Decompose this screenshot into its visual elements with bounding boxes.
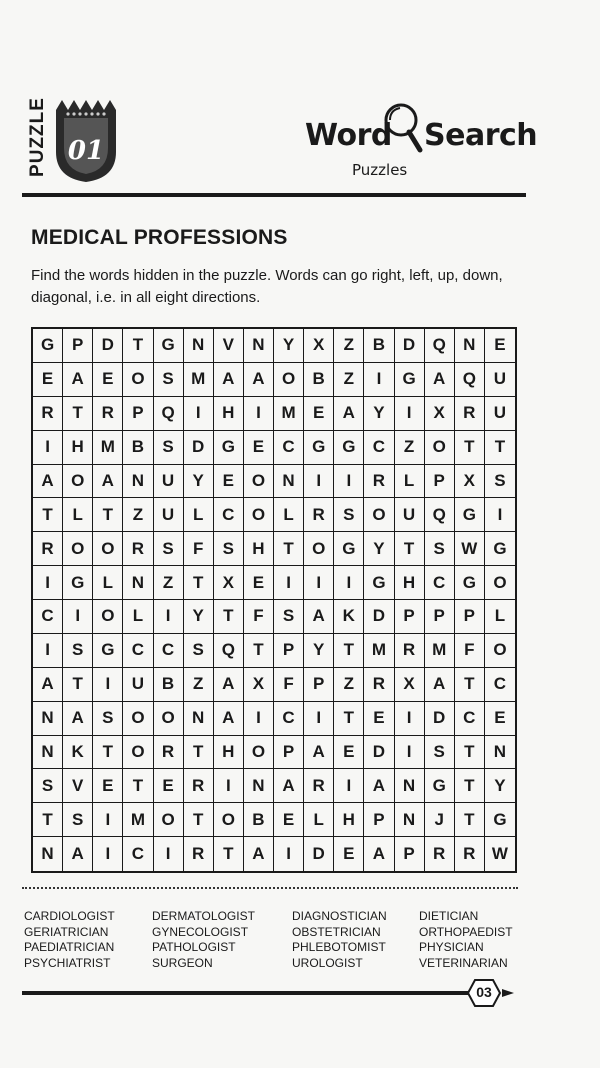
grid-cell[interactable]: S	[33, 769, 63, 803]
word-item: GYNECOLOGIST	[152, 924, 249, 939]
grid-cell[interactable]: O	[63, 465, 93, 499]
grid-cell[interactable]: I	[274, 566, 304, 600]
grid-cell[interactable]: A	[425, 363, 455, 397]
grid-cell[interactable]: C	[33, 600, 63, 634]
header-rule	[22, 193, 526, 197]
grid-cell[interactable]: F	[274, 668, 304, 702]
grid-cell[interactable]: A	[214, 668, 244, 702]
word-item: PHLEBOTOMIST	[292, 940, 386, 954]
grid-cell[interactable]: I	[274, 837, 304, 871]
page-number: 03	[476, 984, 492, 1000]
grid-cell[interactable]: I	[395, 397, 425, 431]
grid-cell[interactable]: Y	[274, 329, 304, 363]
grid-cell[interactable]: P	[425, 600, 455, 634]
grid-cell[interactable]: T	[485, 431, 515, 465]
grid-cell[interactable]: C	[123, 634, 153, 668]
grid-cell[interactable]: E	[244, 431, 274, 465]
grid-cell[interactable]: L	[485, 600, 515, 634]
puzzle-title: MEDICAL PROFESSIONS	[31, 226, 288, 249]
grid-cell[interactable]: P	[123, 397, 153, 431]
grid-cell[interactable]: T	[244, 634, 274, 668]
grid-cell[interactable]: A	[244, 837, 274, 871]
grid-cell[interactable]: O	[364, 498, 394, 532]
grid-cell[interactable]: O	[123, 702, 153, 736]
grid-cell[interactable]: D	[93, 329, 123, 363]
grid-cell[interactable]: H	[214, 397, 244, 431]
grid-cell[interactable]: R	[364, 668, 394, 702]
grid-cell[interactable]: O	[154, 702, 184, 736]
grid-cell[interactable]: I	[334, 566, 364, 600]
grid-cell[interactable]: Q	[455, 363, 485, 397]
grid-cell[interactable]: N	[485, 736, 515, 770]
grid-cell[interactable]: R	[184, 837, 214, 871]
grid-cell[interactable]: A	[364, 837, 394, 871]
word-item: PATHOLOGIST	[152, 940, 236, 954]
grid-cell[interactable]: X	[244, 668, 274, 702]
grid-cell[interactable]: T	[123, 329, 153, 363]
grid-cell[interactable]: Q	[154, 397, 184, 431]
grid-cell[interactable]: S	[274, 600, 304, 634]
grid-cell[interactable]: Q	[425, 498, 455, 532]
grid-cell[interactable]: C	[123, 837, 153, 871]
grid-cell[interactable]: E	[334, 837, 364, 871]
grid-cell[interactable]: R	[33, 532, 63, 566]
grid-cell[interactable]: T	[455, 803, 485, 837]
grid-cell[interactable]: I	[33, 634, 63, 668]
grid-cell[interactable]: Y	[184, 600, 214, 634]
grid-cell[interactable]: O	[93, 532, 123, 566]
grid-cell[interactable]: P	[364, 803, 394, 837]
letter-grid[interactable]	[31, 327, 517, 873]
grid-cell[interactable]: I	[154, 837, 184, 871]
grid-cell[interactable]: I	[154, 600, 184, 634]
word-item: CARDIOLOGIST	[24, 909, 115, 923]
grid-cell[interactable]: A	[93, 465, 123, 499]
grid-cell[interactable]: I	[395, 702, 425, 736]
grid-cell[interactable]: O	[244, 465, 274, 499]
grid-cell[interactable]: C	[154, 634, 184, 668]
grid-cell[interactable]: T	[93, 736, 123, 770]
grid-cell[interactable]: I	[93, 837, 123, 871]
grid-cell[interactable]: S	[334, 498, 364, 532]
grid-cell[interactable]: T	[395, 532, 425, 566]
grid-cell[interactable]: E	[33, 363, 63, 397]
grid-cell[interactable]: I	[184, 397, 214, 431]
grid-cell[interactable]: A	[63, 837, 93, 871]
grid-cell[interactable]: B	[154, 668, 184, 702]
grid-cell[interactable]: S	[154, 431, 184, 465]
grid-cell[interactable]: N	[274, 465, 304, 499]
word-item: SURGEON	[152, 955, 213, 970]
grid-cell[interactable]: T	[63, 397, 93, 431]
grid-cell[interactable]: C	[274, 431, 304, 465]
logo-subtitle: Puzzles	[352, 161, 408, 179]
grid-cell[interactable]: G	[33, 329, 63, 363]
grid-cell[interactable]: E	[214, 465, 244, 499]
grid-cell[interactable]: I	[244, 397, 274, 431]
grid-cell[interactable]: G	[334, 431, 364, 465]
grid-cell[interactable]: I	[304, 465, 334, 499]
grid-cell[interactable]: G	[93, 634, 123, 668]
grid-cell[interactable]: E	[274, 803, 304, 837]
grid-cell[interactable]: M	[274, 397, 304, 431]
grid-cell[interactable]: P	[395, 837, 425, 871]
grid-cell[interactable]: F	[244, 600, 274, 634]
grid-cell[interactable]: C	[214, 498, 244, 532]
grid-cell[interactable]: T	[214, 837, 244, 871]
grid-cell[interactable]: L	[123, 600, 153, 634]
grid-cell[interactable]: P	[455, 600, 485, 634]
word-item: PAEDIATRICIAN	[24, 940, 115, 954]
grid-cell[interactable]: L	[395, 465, 425, 499]
grid-cell[interactable]: Z	[395, 431, 425, 465]
grid-cell[interactable]: E	[93, 769, 123, 803]
grid-cell[interactable]: D	[184, 431, 214, 465]
grid-cell[interactable]: G	[395, 363, 425, 397]
grid-cell[interactable]: L	[304, 803, 334, 837]
grid-cell[interactable]: I	[33, 431, 63, 465]
footer-rule	[22, 991, 470, 995]
grid-cell[interactable]: P	[425, 465, 455, 499]
grid-cell[interactable]: A	[304, 600, 334, 634]
grid-cell[interactable]: W	[455, 532, 485, 566]
word-item: VETERINARIAN	[419, 955, 508, 970]
grid-cell[interactable]: G	[455, 498, 485, 532]
grid-cell[interactable]: M	[364, 634, 394, 668]
puzzle-number: 01	[67, 136, 105, 166]
word-list	[24, 909, 524, 979]
grid-cell[interactable]: H	[244, 532, 274, 566]
grid-cell[interactable]: K	[63, 736, 93, 770]
grid-cell[interactable]: E	[334, 736, 364, 770]
grid-cell[interactable]: L	[184, 498, 214, 532]
grid-cell[interactable]: E	[244, 566, 274, 600]
grid-cell[interactable]: Z	[154, 566, 184, 600]
grid-cell[interactable]: X	[304, 329, 334, 363]
grid-cell[interactable]: M	[184, 363, 214, 397]
grid-cell[interactable]: N	[395, 769, 425, 803]
grid-cell[interactable]: S	[425, 736, 455, 770]
grid-cell[interactable]: N	[244, 329, 274, 363]
grid-cell[interactable]: A	[33, 465, 63, 499]
grid-cell[interactable]: D	[425, 702, 455, 736]
grid-cell[interactable]: A	[425, 668, 455, 702]
grid-cell[interactable]: T	[93, 498, 123, 532]
grid-cell[interactable]: I	[304, 566, 334, 600]
grid-cell[interactable]: U	[485, 363, 515, 397]
grid-cell[interactable]: P	[274, 736, 304, 770]
grid-cell[interactable]: T	[214, 600, 244, 634]
grid-cell[interactable]: C	[425, 566, 455, 600]
grid-cell[interactable]: Y	[304, 634, 334, 668]
grid-cell[interactable]: A	[304, 736, 334, 770]
grid-cell[interactable]: W	[491, 844, 508, 864]
grid-cell[interactable]: S	[485, 465, 515, 499]
grid-cell[interactable]: S	[154, 363, 184, 397]
grid-cell[interactable]: R	[304, 498, 334, 532]
grid-cell[interactable]: T	[274, 532, 304, 566]
grid-cell[interactable]: C	[485, 668, 515, 702]
grid-cell[interactable]: A	[244, 363, 274, 397]
grid-cell[interactable]: O	[304, 532, 334, 566]
grid-cell[interactable]: D	[364, 600, 394, 634]
grid-cell[interactable]: T	[63, 668, 93, 702]
grid-cell[interactable]: R	[425, 837, 455, 871]
grid-cell[interactable]: I	[364, 363, 394, 397]
grid-cell[interactable]: E	[93, 363, 123, 397]
grid-cell[interactable]: R	[184, 769, 214, 803]
word-item: GERIATRICIAN	[24, 924, 109, 939]
grid-cell[interactable]: G	[485, 803, 515, 837]
grid-cell[interactable]: O	[214, 803, 244, 837]
word-item: OBSTETRICIAN	[292, 924, 381, 939]
word-column	[24, 909, 115, 971]
grid-cell[interactable]: I	[334, 465, 364, 499]
grid-cell[interactable]: D	[395, 329, 425, 363]
grid-cell[interactable]: Y	[364, 397, 394, 431]
grid-cell[interactable]: G	[63, 566, 93, 600]
grid-cell[interactable]: S	[154, 532, 184, 566]
grid-cell[interactable]: X	[395, 668, 425, 702]
grid-cell[interactable]: O	[244, 498, 274, 532]
grid-cell[interactable]: B	[364, 329, 394, 363]
grid-cell[interactable]: G	[364, 566, 394, 600]
grid-cell[interactable]: O	[123, 363, 153, 397]
grid-cell[interactable]: A	[63, 702, 93, 736]
grid-cell[interactable]: G	[485, 532, 515, 566]
grid-cell[interactable]: Z	[334, 668, 364, 702]
grid-cell[interactable]: H	[395, 566, 425, 600]
grid-cell[interactable]: G	[304, 431, 334, 465]
grid-cell[interactable]: T	[184, 566, 214, 600]
grid-cell[interactable]: O	[63, 532, 93, 566]
grid-cell[interactable]: X	[214, 566, 244, 600]
grid-cell[interactable]: N	[244, 769, 274, 803]
grid-cell[interactable]: Q	[214, 634, 244, 668]
word-column	[152, 909, 255, 971]
grid-cell[interactable]: Z	[334, 329, 364, 363]
grid-cell[interactable]: E	[304, 397, 334, 431]
grid-cell[interactable]: G	[425, 769, 455, 803]
grid-cell[interactable]: A	[214, 702, 244, 736]
grid-cell[interactable]: H	[334, 803, 364, 837]
grid-cell[interactable]: O	[425, 431, 455, 465]
grid-cell[interactable]: A	[364, 769, 394, 803]
grid-cell[interactable]: I	[93, 803, 123, 837]
grid-cell[interactable]: O	[274, 363, 304, 397]
grid-cell[interactable]: N	[184, 329, 214, 363]
word-item: DIETICIAN	[419, 909, 479, 923]
grid-cell[interactable]: R	[33, 397, 63, 431]
puzzle-label	[22, 95, 52, 187]
grid-cell[interactable]: A	[33, 668, 63, 702]
grid-cell[interactable]: O	[123, 736, 153, 770]
grid-cell[interactable]: P	[274, 634, 304, 668]
grid-cell[interactable]: R	[304, 769, 334, 803]
grid-cell[interactable]: U	[395, 498, 425, 532]
grid-cell[interactable]: E	[485, 329, 515, 363]
grid-cell[interactable]: P	[63, 329, 93, 363]
grid-cell[interactable]: T	[33, 498, 63, 532]
grid-cell[interactable]: I	[244, 702, 274, 736]
grid-cell[interactable]: H	[214, 736, 244, 770]
grid-cell[interactable]: N	[123, 566, 153, 600]
word-item: DIAGNOSTICIAN	[292, 909, 387, 923]
grid-cell[interactable]: B	[304, 363, 334, 397]
logo-word-2: Search	[424, 118, 538, 153]
grid-cell[interactable]: T	[33, 803, 63, 837]
grid-cell[interactable]: T	[455, 431, 485, 465]
grid-cell[interactable]: N	[33, 736, 63, 770]
word-item: PSYCHIATRIST	[24, 955, 111, 970]
grid-cell[interactable]: E	[364, 702, 394, 736]
grid-cell[interactable]: Q	[425, 329, 455, 363]
grid-cell[interactable]: E	[154, 769, 184, 803]
grid-cell[interactable]: T	[455, 668, 485, 702]
grid-cell[interactable]: V	[63, 769, 93, 803]
grid-cell[interactable]: G	[455, 566, 485, 600]
grid-cell[interactable]: E	[485, 702, 515, 736]
grid-cell[interactable]: M	[93, 431, 123, 465]
grid-cell[interactable]: R	[395, 634, 425, 668]
grid-cell[interactable]: U	[154, 498, 184, 532]
grid-cell[interactable]: R	[455, 397, 485, 431]
grid-cell[interactable]: S	[63, 803, 93, 837]
grid-cell[interactable]: L	[63, 498, 93, 532]
grid-cell[interactable]: R	[154, 736, 184, 770]
grid-cell[interactable]: I	[33, 566, 63, 600]
grid-cell[interactable]: T	[184, 803, 214, 837]
grid-cell[interactable]: M	[123, 803, 153, 837]
grid-cell[interactable]: C	[364, 431, 394, 465]
grid-cell[interactable]: I	[485, 498, 515, 532]
grid-cell[interactable]: A	[274, 769, 304, 803]
grid-cell[interactable]: X	[455, 465, 485, 499]
grid-cell[interactable]: R	[455, 837, 485, 871]
grid-cell[interactable]: S	[214, 532, 244, 566]
word-column	[292, 909, 387, 971]
grid-cell[interactable]: R	[364, 465, 394, 499]
grid-cell[interactable]: Y	[184, 465, 214, 499]
grid-cell[interactable]: I	[334, 769, 364, 803]
grid-cell[interactable]: I	[304, 702, 334, 736]
grid-cell[interactable]: R	[93, 397, 123, 431]
instructions: Find the words hidden in the puzzle. Words can go right, left, up, down, diagonal, i.e. in all eight directions.	[31, 267, 503, 306]
grid-cell[interactable]: G	[154, 329, 184, 363]
word-column	[419, 909, 513, 971]
grid-cell[interactable]: G	[334, 532, 364, 566]
logo-word-1: Word	[305, 118, 392, 153]
grid-cell[interactable]: N	[455, 329, 485, 363]
grid-cell[interactable]: O	[93, 600, 123, 634]
grid-cell[interactable]: T	[334, 634, 364, 668]
grid-cell[interactable]: N	[33, 702, 63, 736]
footer-arrow-icon	[502, 989, 514, 997]
grid-cell[interactable]: T	[123, 769, 153, 803]
grid-cell[interactable]: C	[274, 702, 304, 736]
grid-cell[interactable]: O	[485, 634, 515, 668]
grid-cell[interactable]: T	[334, 702, 364, 736]
grid-cell[interactable]: B	[244, 803, 274, 837]
grid-cell[interactable]: S	[63, 634, 93, 668]
grid-cell[interactable]: U	[485, 397, 515, 431]
grid-cell[interactable]: F	[455, 634, 485, 668]
grid-cell[interactable]: O	[244, 736, 274, 770]
word-item: ORTHOPAEDIST	[419, 924, 513, 939]
grid-cell[interactable]: S	[93, 702, 123, 736]
grid-cell[interactable]: R	[123, 532, 153, 566]
grid-cell[interactable]: Y	[364, 532, 394, 566]
magnifier-icon	[378, 100, 424, 154]
grid-cell[interactable]: F	[184, 532, 214, 566]
word-item: UROLOGIST	[292, 955, 363, 970]
dotted-divider	[22, 887, 518, 889]
grid-cell[interactable]: G	[214, 431, 244, 465]
grid-cell[interactable]: I	[63, 600, 93, 634]
grid-cell[interactable]: A	[334, 397, 364, 431]
grid-cell[interactable]: U	[123, 668, 153, 702]
grid-cell[interactable]: I	[93, 668, 123, 702]
grid-cell[interactable]: P	[304, 668, 334, 702]
grid-cell[interactable]: Y	[485, 769, 515, 803]
grid-cell[interactable]: N	[123, 465, 153, 499]
grid-cell[interactable]: Z	[123, 498, 153, 532]
grid-cell[interactable]: I	[214, 769, 244, 803]
grid-cell[interactable]: N	[184, 702, 214, 736]
grid-cell[interactable]: V	[214, 329, 244, 363]
grid-cell[interactable]: O	[485, 566, 515, 600]
grid-cell[interactable]: D	[364, 736, 394, 770]
grid-cell[interactable]: L	[93, 566, 123, 600]
grid-cell[interactable]: Z	[334, 363, 364, 397]
grid-cell[interactable]: J	[425, 803, 455, 837]
grid-cell[interactable]: C	[455, 702, 485, 736]
grid-cell[interactable]: S	[425, 532, 455, 566]
grid-cell[interactable]: A	[63, 363, 93, 397]
puzzle-label-text: PUZZLE	[27, 97, 48, 177]
grid-cell[interactable]: T	[184, 736, 214, 770]
grid-cell[interactable]: S	[184, 634, 214, 668]
grid-cell[interactable]: A	[214, 363, 244, 397]
grid-cell[interactable]: O	[154, 803, 184, 837]
grid-cell[interactable]: M	[425, 634, 455, 668]
grid-cell[interactable]: T	[455, 736, 485, 770]
grid-cell[interactable]: L	[274, 498, 304, 532]
grid-cell[interactable]: H	[63, 431, 93, 465]
grid-cell[interactable]: Z	[184, 668, 214, 702]
word-item: DERMATOLOGIST	[152, 909, 255, 923]
grid-cell[interactable]: N	[395, 803, 425, 837]
grid-cell[interactable]: X	[425, 397, 455, 431]
grid-cell[interactable]: P	[395, 600, 425, 634]
grid-cell[interactable]: D	[304, 837, 334, 871]
grid-cell[interactable]: N	[33, 837, 63, 871]
grid-cell[interactable]: U	[154, 465, 184, 499]
grid-cell[interactable]: I	[395, 736, 425, 770]
grid-cell[interactable]: B	[123, 431, 153, 465]
grid-cell[interactable]: T	[455, 769, 485, 803]
word-item: PHYSICIAN	[419, 940, 484, 954]
grid-cell[interactable]: K	[334, 600, 364, 634]
